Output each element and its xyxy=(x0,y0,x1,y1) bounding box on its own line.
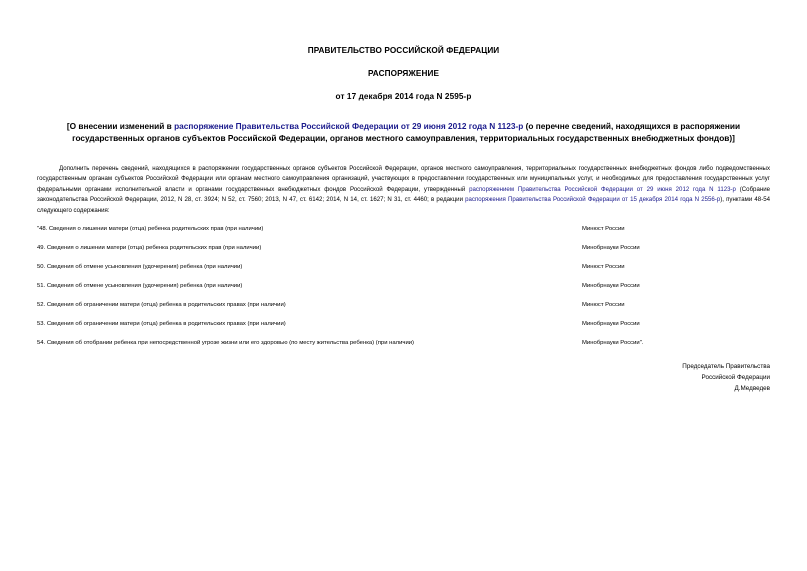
body-link-order-1123[interactable]: распоряжением Правительства Российской Федерации от 29 июня 2012 года N 1123-р xyxy=(469,185,736,193)
item-text: 49. Сведения о лишении матери (отца) ребенка родительских прав (при наличии) xyxy=(37,245,262,251)
title-link[interactable]: распоряжение Правительства Российской Федерации от 29 июня 2012 года N 1123-р xyxy=(174,121,524,131)
list-item xyxy=(37,264,770,273)
item-agency: Минобрнауки России xyxy=(582,245,640,251)
item-agency: Минобрнауки России xyxy=(582,321,640,327)
document-date-number: от 17 декабря 2014 года N 2595-р xyxy=(335,92,472,101)
item-text: 52. Сведения об ограничении матери (отца) ребенка в родительских правах (при наличии) xyxy=(37,302,286,308)
item-text: 54. Сведения об отобрании ребенка при непосредственной угрозе жизни или его здоровью (по месту жительства ребенка) (при наличии) xyxy=(37,340,415,346)
item-agency: Минобрнауки России xyxy=(582,283,640,289)
body-paragraph xyxy=(37,164,770,216)
body-text-2: , утвержденный xyxy=(418,185,470,193)
document-type-heading: РАСПОРЯЖЕНИЕ xyxy=(367,69,440,78)
body-text-1: Дополнить перечень сведений, находящихся в распоряжении государственных органов субъектов Российской Федерации, органов местного самоуправления, территориальных государственных внебюджетных фондов либо подведомственных государственным органам субъектов Российской Федерации или органам местного самоуправления организаций, участвующих в предоставлении государственных или муниципальных услуг, и необходимых для предоставления государственных услуг федеральными органами исполнительной власти и органами государственных внебюджетных фондов Российской Федерации xyxy=(37,165,770,193)
item-text: "48. Сведения о лишении матери (отца) ребенка родительских прав (при наличии) xyxy=(37,226,264,232)
list-item xyxy=(37,302,770,311)
item-agency: Минюст России xyxy=(582,226,625,232)
document-title xyxy=(36,120,771,144)
item-text: 51. Сведения об отмене усыновления (удочерения) ребенка (при наличии) xyxy=(37,283,243,289)
item-agency: Минюст России xyxy=(582,302,625,308)
signature-block xyxy=(682,362,770,394)
signature-organization: Российской Федерации xyxy=(701,373,770,381)
list-item xyxy=(37,226,770,235)
title-prefix: [О внесении изменений в xyxy=(66,121,175,131)
item-text: 50. Сведения об отмене усыновления (удочерения) ребенка (при наличии) xyxy=(37,264,243,270)
body-text-4: ), пунктами 48-54 следующего содержания: xyxy=(37,196,770,214)
list-item xyxy=(37,340,770,349)
signature-position: Председатель Правительства xyxy=(682,363,770,370)
list-item xyxy=(37,245,770,254)
title-suffix: (о перечне сведений, находящихся в распоряжении государственных органов субъектов Российской Федерации, органов местного самоуправления, территориальных государственных внебюджетных фондов)] xyxy=(72,121,741,144)
item-agency: Минобрнауки России". xyxy=(582,340,644,346)
body-text-3: (Собрание законодательства Российской Федерации, 2012, N 28, ст. 3924; N 52, ст. 7560; 2013, N 47, ст. 6142; 2014, N 14, ст. 1627; N 31, ст. 4460; в редакции xyxy=(37,185,770,204)
signature-name: Д.Медведев xyxy=(734,384,770,392)
body-link-order-2556[interactable]: распоряжения Правительства Российской Федерации от 15 декабря 2014 года N 2556-р xyxy=(465,196,721,204)
list-item xyxy=(37,321,770,330)
list-item xyxy=(37,283,770,292)
government-heading: ПРАВИТЕЛЬСТВО РОССИЙСКОЙ ФЕДЕРАЦИИ xyxy=(307,46,500,55)
item-agency: Минюст России xyxy=(582,264,625,270)
item-text: 53. Сведения об ограничении матери (отца) ребенка в родительских правах (при наличии) xyxy=(37,321,286,327)
